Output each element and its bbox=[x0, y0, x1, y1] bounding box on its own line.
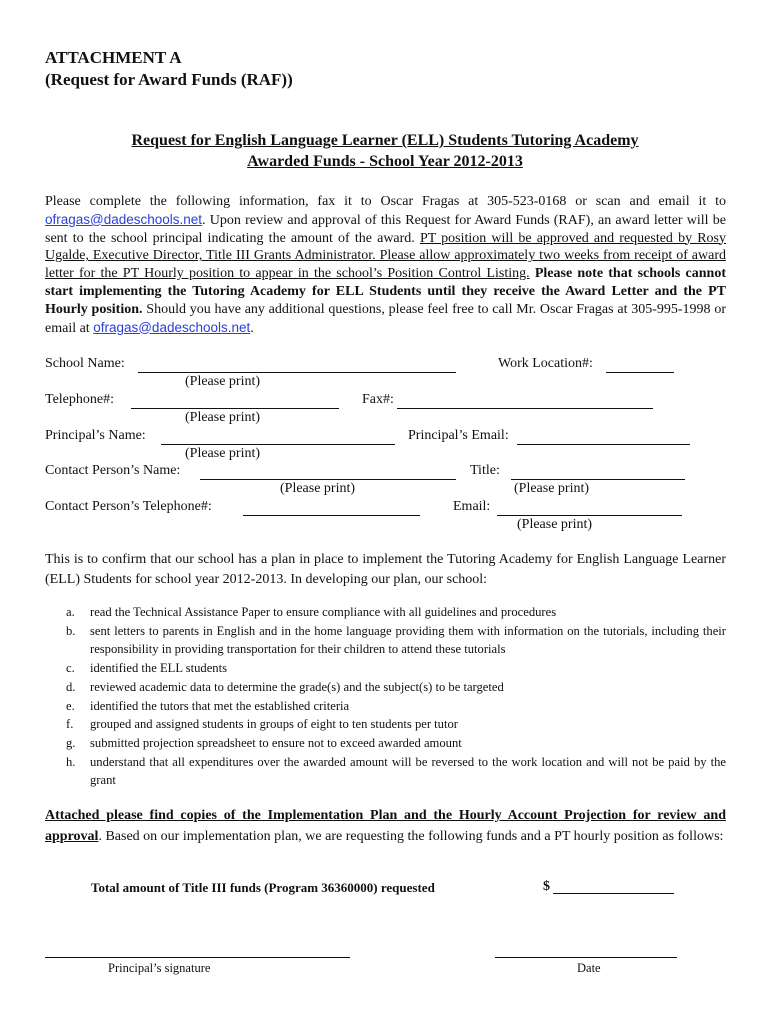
intro-paragraph bbox=[45, 193, 726, 337]
date-field[interactable] bbox=[495, 957, 677, 958]
attached-paragraph bbox=[45, 806, 726, 847]
intro-text: Should you have any additional questions, please feel free to call Mr. Oscar Fragas at 305-995-1998 or email at bbox=[45, 301, 726, 336]
school-name-label: School Name: bbox=[45, 356, 125, 371]
title-label: Title: bbox=[470, 463, 500, 478]
confirm-paragraph: This is to confirm that our school has a plan in place to implement the Tutoring Academy for English Language Learner (ELL) Students for school year 2012-2013. In developing our plan, our school: bbox=[45, 552, 726, 587]
list-item-text: read the Technical Assistance Paper to ensure compliance with all guidelines and procedures bbox=[90, 605, 557, 619]
list-item bbox=[66, 734, 726, 753]
principal-signature-label: Principal’s signature bbox=[108, 961, 211, 975]
please-print-hint: (Please print) bbox=[185, 446, 261, 461]
important-note: Please note that schools cannot start implementing the Tutoring Academy for ELL Students until they receive the Award Letter and the PT Hourly position. bbox=[45, 266, 727, 317]
list-item bbox=[66, 622, 726, 659]
principal-name-label: Principal’s Name: bbox=[45, 428, 146, 443]
email-link[interactable]: ofragas@dadeschools.net bbox=[93, 319, 251, 335]
attached-note: Attached please find copies of the Implementation Plan and the Hourly Account Projection for review and approval bbox=[45, 808, 726, 844]
principal-name-field[interactable] bbox=[161, 444, 395, 445]
principal-email-field[interactable] bbox=[517, 444, 690, 445]
total-funds-field[interactable] bbox=[553, 893, 674, 894]
contact-name-field[interactable] bbox=[200, 479, 456, 480]
please-print-hint: (Please print) bbox=[185, 374, 261, 389]
please-print-hint: (Please print) bbox=[185, 410, 261, 425]
document-title: Request for English Language Learner (ELL) Students Tutoring Academy bbox=[131, 132, 639, 149]
list-item bbox=[66, 659, 726, 678]
list-item-key: g. bbox=[66, 735, 76, 750]
list-item-text: understand that all expenditures over the awarded amount will be reversed to the work location and will not be paid by the grant bbox=[90, 754, 726, 788]
dollar-sign: $ bbox=[543, 879, 550, 894]
contact-phone-field[interactable] bbox=[243, 515, 420, 516]
list-item-key: b. bbox=[66, 623, 76, 638]
list-item bbox=[66, 697, 726, 716]
intro-text: Please complete the following information, fax it to Oscar Fragas at 305-523-0168 or scan and email it to bbox=[45, 194, 726, 209]
work-location-field[interactable] bbox=[606, 372, 674, 373]
total-funds-label: Total amount of Title III funds (Program 36360000) requested bbox=[91, 880, 435, 895]
telephone-field[interactable] bbox=[131, 408, 339, 409]
title-field[interactable] bbox=[511, 479, 685, 480]
intro-text: . Upon review and approval of this Request for Award Funds (RAF), an award letter will be sent to the school principal indicating the amount of the award. bbox=[45, 212, 726, 246]
list-item-text: submitted projection spreadsheet to ensure not to exceed awarded amount bbox=[90, 735, 462, 750]
please-print-hint: (Please print) bbox=[517, 517, 593, 532]
document-subtitle: Awarded Funds - School Year 2012-2013 bbox=[247, 153, 523, 170]
fax-field[interactable] bbox=[397, 408, 653, 409]
email-label: Email: bbox=[453, 499, 491, 514]
list-item-key: e. bbox=[66, 698, 75, 713]
please-print-hint: (Please print) bbox=[280, 481, 356, 496]
list-item-key: d. bbox=[66, 679, 76, 694]
work-location-label: Work Location#: bbox=[498, 356, 593, 371]
list-item bbox=[66, 603, 726, 622]
list-item-key: h. bbox=[66, 754, 76, 769]
email-field[interactable] bbox=[497, 515, 682, 516]
fax-label: Fax#: bbox=[362, 392, 394, 407]
list-item bbox=[66, 715, 726, 734]
list-item-key: a. bbox=[66, 605, 75, 619]
telephone-label: Telephone#: bbox=[45, 392, 114, 407]
list-item-text: identified the tutors that met the established criteria bbox=[90, 698, 350, 713]
please-print-hint: (Please print) bbox=[514, 481, 590, 496]
list-item bbox=[66, 678, 726, 697]
list-item-text: sent letters to parents in English and in the home language providing them with information on the tutorials, including their responsibility in providing transportation for their children to attend these tutorials bbox=[90, 623, 726, 657]
list-item-key: c. bbox=[66, 661, 75, 676]
email-link[interactable]: ofragas@dadeschools.net bbox=[45, 211, 203, 227]
date-label: Date bbox=[577, 961, 601, 975]
attachment-label: ATTACHMENT A bbox=[45, 48, 182, 67]
list-item-text: grouped and assigned students in groups of eight to ten students per tutor bbox=[90, 717, 458, 732]
principal-email-label: Principal’s Email: bbox=[408, 428, 509, 443]
contact-phone-label: Contact Person’s Telephone#: bbox=[45, 499, 212, 514]
list-item-text: reviewed academic data to determine the grade(s) and the subject(s) to be targeted bbox=[90, 679, 504, 694]
list-item-key: f. bbox=[66, 717, 74, 732]
contact-name-label: Contact Person’s Name: bbox=[45, 463, 181, 478]
intro-text: . bbox=[250, 320, 254, 336]
attached-text: . Based on our implementation plan, we are requesting the following funds and a PT hourly position as follows: bbox=[98, 828, 724, 844]
school-name-field[interactable] bbox=[138, 372, 456, 373]
attachment-subtitle: (Request for Award Funds (RAF)) bbox=[45, 70, 293, 89]
list-item-text: identified the ELL students bbox=[90, 661, 227, 676]
pt-position-note: PT position will be approved and requested by Rosy Ugalde, Executive Director, Title III Grants Administrator. Please allow approximately two weeks from receipt of award letter for the PT Hourly position to appear in the school’s Position Control Listing. bbox=[45, 230, 726, 282]
plan-checklist bbox=[66, 603, 726, 790]
principal-signature-field[interactable] bbox=[45, 957, 350, 958]
list-item bbox=[66, 753, 726, 790]
